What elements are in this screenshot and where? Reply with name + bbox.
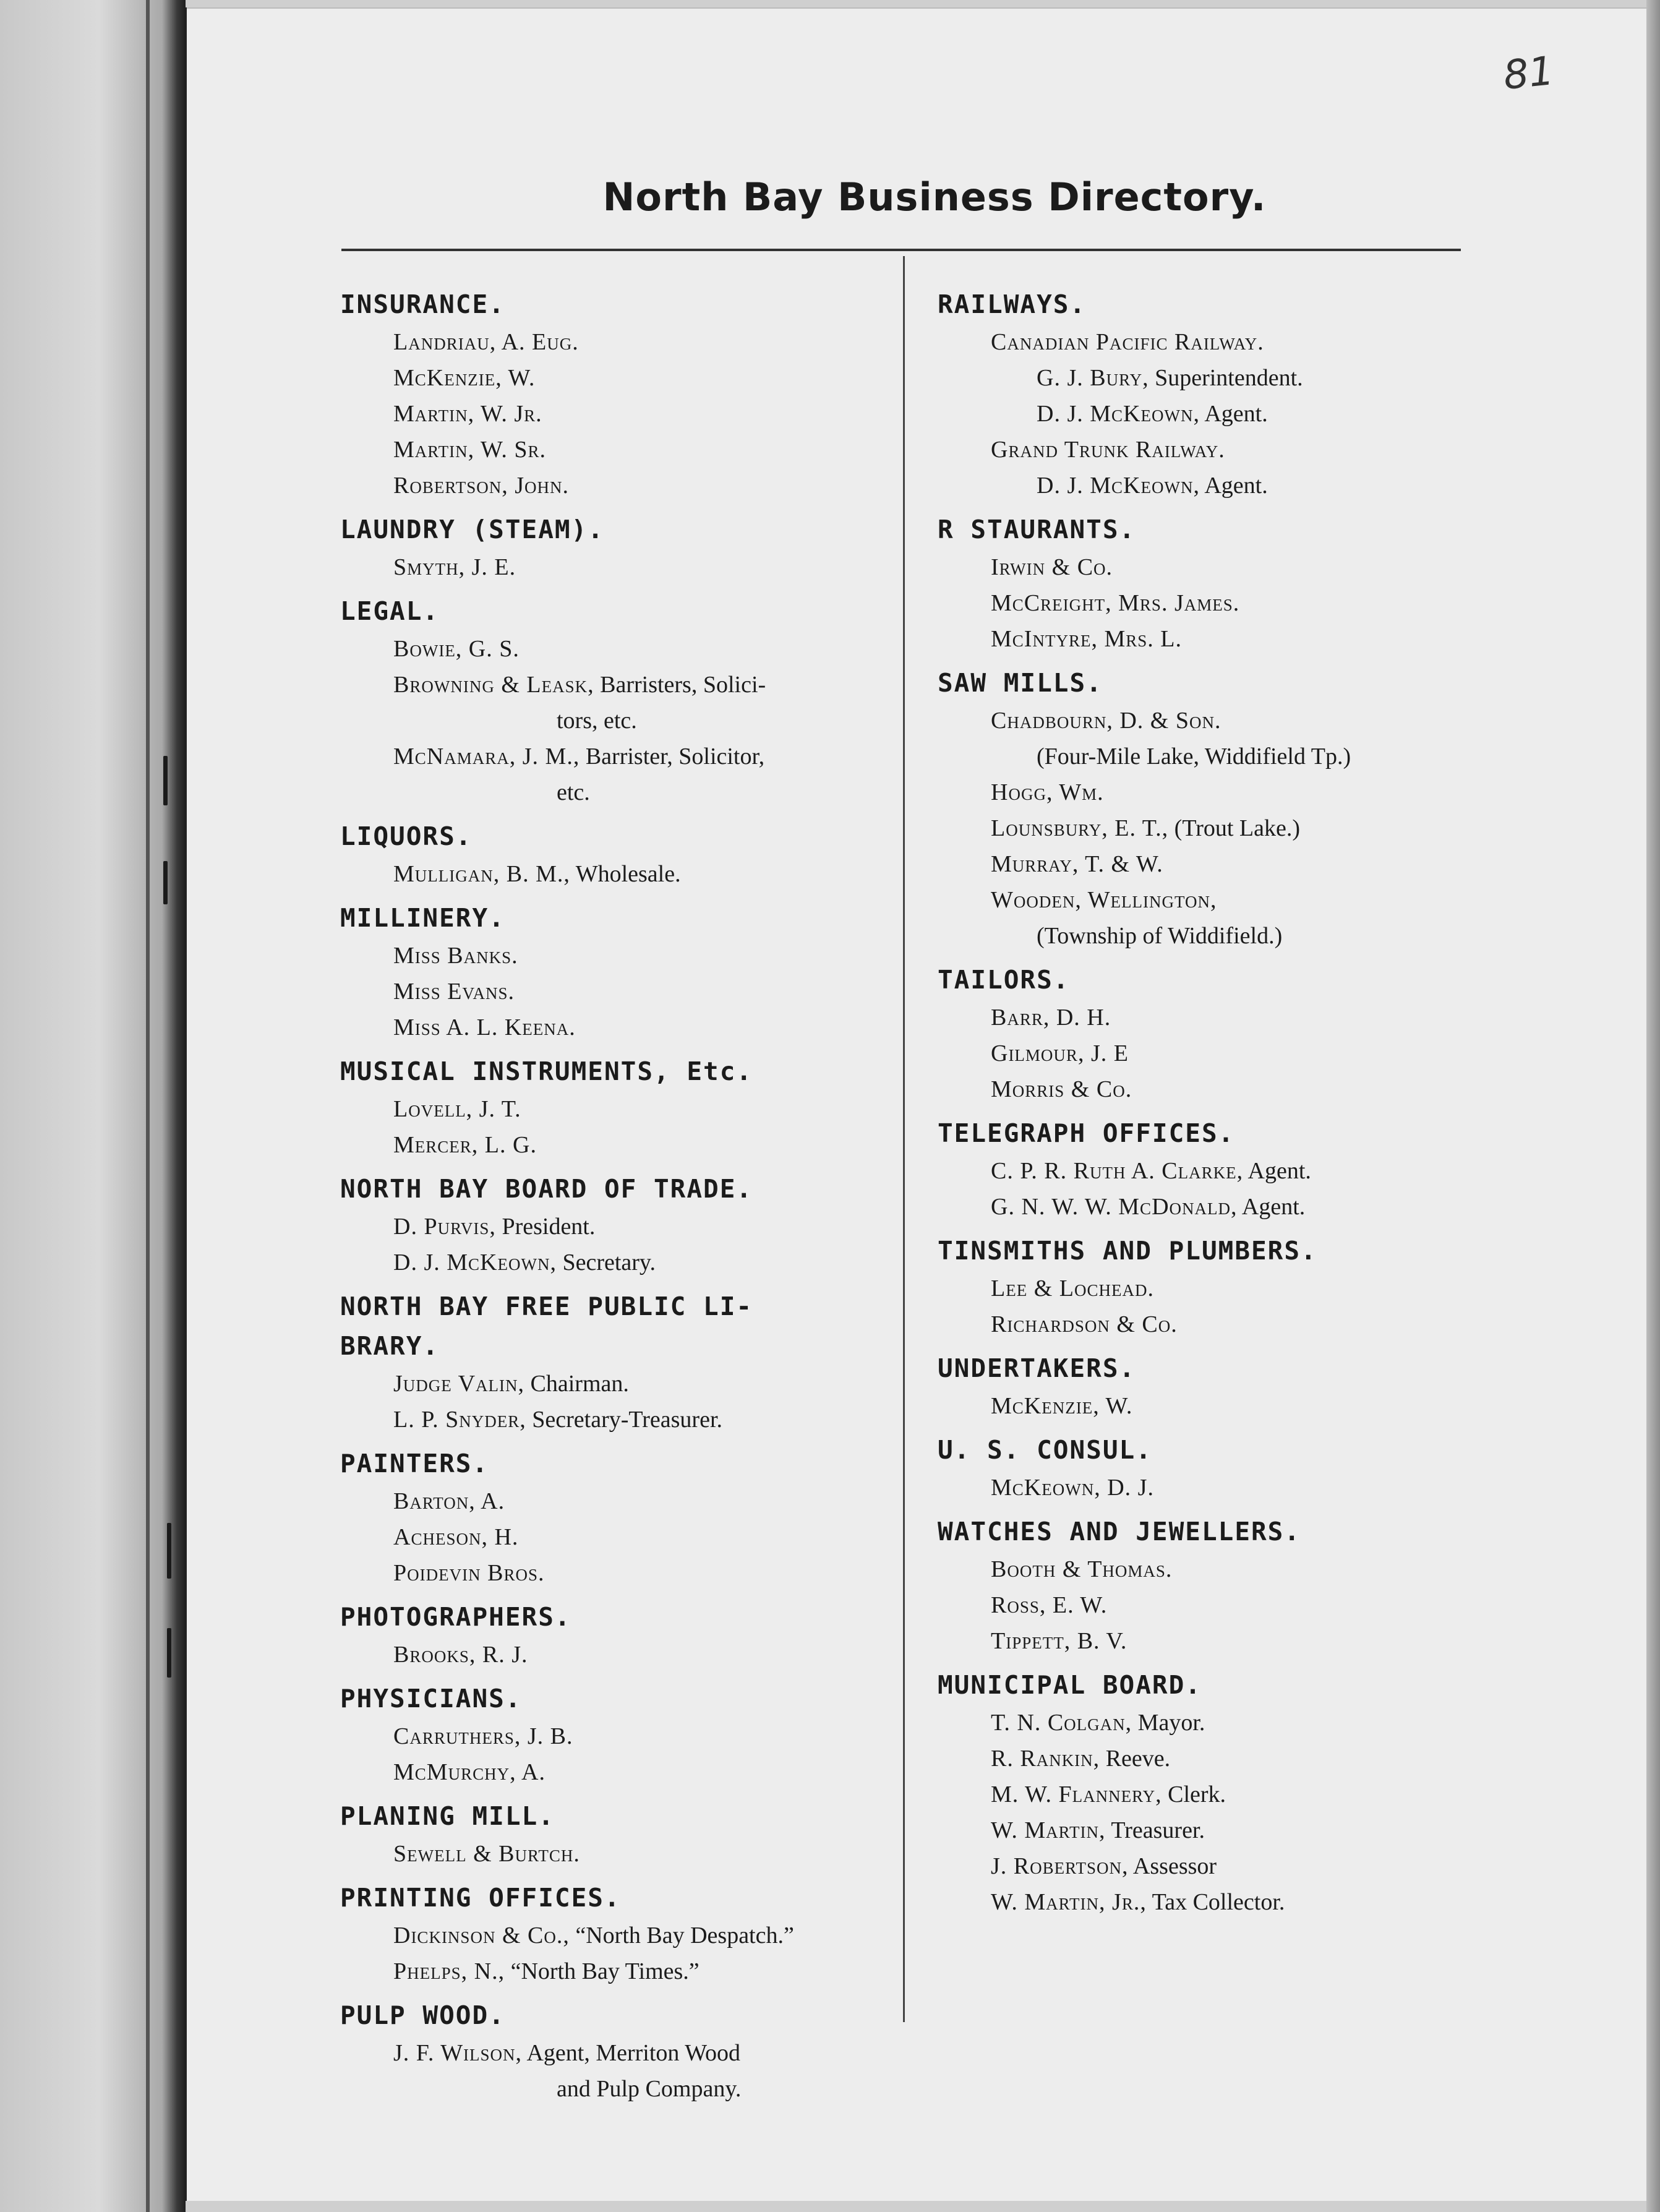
directory-section <box>340 898 884 1045</box>
section-heading: TELEGRAPH OFFICES. <box>938 1118 1235 1148</box>
section-heading: PLANING MILL. <box>340 1801 555 1831</box>
directory-entry <box>938 432 1630 468</box>
section-heading: NORTH BAY BOARD OF TRADE. <box>340 1174 753 1204</box>
entry-detail: Agent. <box>1199 473 1268 499</box>
entry-name: C. P. R. Ruth A. Clarke, <box>991 1158 1244 1184</box>
entry-name: Bowie, G. S. <box>393 636 520 662</box>
directory-section <box>938 1665 1630 1920</box>
entry-name: McKeown, D. J. <box>991 1475 1154 1501</box>
entry-name: McCreight, Mrs. James. <box>991 590 1240 616</box>
entry-name: T. N. Colgan, <box>991 1710 1132 1736</box>
directory-section <box>340 1679 884 1790</box>
directory-entry <box>340 1836 884 1872</box>
directory-entry <box>340 667 884 703</box>
entry-name: D. J. McKeown, <box>1037 473 1200 499</box>
entry-name: J. Robertson, <box>991 1853 1129 1879</box>
directory-section <box>340 1796 884 1872</box>
entry-name: Carruthers, J. B. <box>393 1723 573 1749</box>
entry-detail: Treasurer. <box>1105 1817 1205 1843</box>
entry-detail: Reeve. <box>1100 1746 1171 1772</box>
section-heading-continuation: BRARY. <box>340 1331 440 1361</box>
directory-entry <box>938 396 1630 432</box>
entry-detail: President. <box>495 1214 596 1240</box>
directory-entry <box>938 1884 1630 1920</box>
directory-entry <box>938 1306 1630 1342</box>
directory-entry <box>340 360 884 396</box>
directory-entry <box>938 1153 1630 1189</box>
entry-name: Barr, D. H. <box>991 1005 1111 1031</box>
directory-section <box>938 1512 1630 1659</box>
directory-entry <box>340 2035 884 2071</box>
book-spine <box>0 0 186 2212</box>
section-heading: WATCHES AND JEWELLERS. <box>938 1517 1301 1546</box>
entry-name: Robertson, John. <box>393 473 570 499</box>
section-heading: NORTH BAY FREE PUBLIC LI- <box>340 1292 753 1321</box>
entry-name: Dickinson & Co., <box>393 1923 570 1948</box>
directory-section <box>340 1169 884 1280</box>
section-heading: TINSMITHS AND PLUMBERS. <box>938 1236 1317 1266</box>
entry-name: Brooks, R. J. <box>393 1642 528 1668</box>
directory-entry <box>938 360 1630 396</box>
section-heading: RAILWAYS. <box>938 289 1087 319</box>
entry-continuation: and Pulp Company. <box>557 2076 742 2102</box>
section-heading: U. S. CONSUL. <box>938 1435 1152 1465</box>
entry-detail: Assessor <box>1128 1853 1217 1879</box>
directory-section <box>340 1878 884 1989</box>
entry-detail: Superintendent. <box>1149 365 1303 391</box>
directory-section <box>938 663 1630 954</box>
entry-detail: Mayor. <box>1132 1710 1205 1736</box>
directory-entry <box>340 974 884 1010</box>
entry-name: McNamara, J. M., <box>393 744 580 769</box>
directory-entry <box>340 432 884 468</box>
entry-continuation: (Township of Widdifield.) <box>1037 923 1283 949</box>
directory-section <box>938 960 1630 1107</box>
directory-section <box>340 1052 884 1163</box>
directory-entry <box>938 549 1630 585</box>
entry-name: R. Rankin, <box>991 1746 1100 1772</box>
section-heading: R STAURANTS. <box>938 515 1136 544</box>
entry-name: Lovell, J. T. <box>393 1096 521 1122</box>
directory-section <box>938 510 1630 657</box>
directory-entry <box>938 1812 1630 1848</box>
entry-detail: Tax Collector. <box>1146 1889 1285 1915</box>
entry-name: L. P. Snyder, <box>393 1407 526 1433</box>
title-rule <box>341 249 1461 251</box>
entry-name: Mercer, L. G. <box>393 1132 537 1158</box>
binding-mark <box>163 756 168 805</box>
directory-entry <box>938 846 1630 882</box>
directory-section <box>938 1430 1630 1506</box>
directory-entry <box>938 468 1630 504</box>
section-heading: PAINTERS. <box>340 1449 489 1478</box>
directory-entry <box>340 938 884 974</box>
directory-entry <box>938 1388 1630 1424</box>
entry-name: Hogg, Wm. <box>991 779 1104 805</box>
entry-name: Lounsbury, E. T., <box>991 815 1169 841</box>
directory-section <box>938 1113 1630 1225</box>
entry-name: Martin, W. Sr. <box>393 437 546 463</box>
section-heading: PRINTING OFFICES. <box>340 1883 621 1913</box>
directory-entry <box>340 1402 884 1438</box>
entry-name: G. J. Bury, <box>1037 365 1149 391</box>
entry-detail: “North Bay Despatch.” <box>569 1923 794 1948</box>
entry-detail: Secretary-Treasurer. <box>526 1407 723 1433</box>
directory-page <box>186 7 1646 2201</box>
entry-name: Morris & Co. <box>991 1076 1132 1102</box>
entry-name: Murray, T. & W. <box>991 851 1163 877</box>
entry-detail: Secretary. <box>556 1250 656 1275</box>
entry-detail: Barristers, Solici- <box>594 672 766 698</box>
directory-section <box>340 817 884 892</box>
directory-entry <box>340 1718 884 1754</box>
entry-name: McKenzie, W. <box>393 365 536 391</box>
entry-name: Acheson, H. <box>393 1524 519 1550</box>
directory-section <box>340 591 884 810</box>
entry-detail: Barrister, Solicitor, <box>580 744 765 769</box>
directory-section <box>340 1444 884 1591</box>
entry-name: Miss A. L. Keena. <box>393 1014 576 1040</box>
directory-section <box>340 1287 884 1438</box>
entry-name: D. J. McKeown, <box>393 1250 557 1275</box>
directory-entry <box>340 1953 884 1989</box>
entry-name: J. F. Wilson, <box>393 2040 523 2066</box>
directory-entry <box>340 856 884 892</box>
section-heading: LIQUORS. <box>340 821 473 851</box>
right-column <box>938 285 1630 1926</box>
directory-entry <box>340 1483 884 1519</box>
directory-section <box>938 1231 1630 1342</box>
directory-entry <box>340 468 884 504</box>
entry-name: McKenzie, W. <box>991 1393 1133 1419</box>
directory-entry <box>938 703 1630 739</box>
entry-name: McIntyre, Mrs. L. <box>991 626 1182 652</box>
section-heading: MILLINERY. <box>340 903 505 933</box>
section-heading: LEGAL. <box>340 596 440 626</box>
directory-entry <box>938 1470 1630 1506</box>
entry-name: Sewell & Burtch. <box>393 1841 580 1867</box>
entry-name: Lee & Lochead. <box>991 1275 1154 1301</box>
section-heading: PULP WOOD. <box>340 2000 505 2030</box>
page-number: 81 <box>1500 48 1556 100</box>
entry-name: Gilmour, J. E <box>991 1040 1129 1066</box>
directory-entry <box>340 1366 884 1402</box>
entry-name: Mulligan, B. M., <box>393 861 570 887</box>
entry-name: McMurchy, A. <box>393 1759 545 1785</box>
entry-name: D. Purvis, <box>393 1214 496 1240</box>
entry-name: W. Martin, Jr., <box>991 1889 1147 1915</box>
directory-entry <box>938 1587 1630 1623</box>
directory-entry <box>340 1245 884 1280</box>
entry-name: Barton, A. <box>393 1488 505 1514</box>
directory-entry <box>938 585 1630 621</box>
entry-detail: Agent. <box>1199 401 1268 427</box>
entry-name: Judge Valin, <box>393 1371 525 1397</box>
entry-name: Smyth, J. E. <box>393 554 516 580</box>
directory-entry <box>938 882 1630 918</box>
directory-section <box>938 1348 1630 1424</box>
binding-mark <box>167 1628 171 1678</box>
entry-detail: Agent. <box>1243 1158 1311 1184</box>
entry-detail: Agent. <box>1237 1194 1306 1220</box>
directory-entry <box>340 396 884 432</box>
directory-entry <box>340 1519 884 1555</box>
entry-name: Miss Evans. <box>393 979 515 1005</box>
page-edge <box>1646 0 1660 2212</box>
directory-entry <box>340 1918 884 1953</box>
entry-name: Miss Banks. <box>393 943 518 969</box>
directory-entry <box>340 1091 884 1127</box>
entry-detail: Wholesale. <box>570 861 681 887</box>
directory-section <box>340 1996 884 2107</box>
entry-name: Booth & Thomas. <box>991 1556 1173 1582</box>
entry-continuation: tors, etc. <box>557 708 637 734</box>
entry-name: Grand Trunk Railway. <box>991 437 1225 463</box>
directory-entry <box>938 1071 1630 1107</box>
entry-name: Richardson & Co. <box>991 1311 1178 1337</box>
entry-continuation: etc. <box>557 779 590 805</box>
directory-entry <box>938 1705 1630 1741</box>
binding-mark <box>167 1523 171 1579</box>
entry-detail: “North Bay Times.” <box>505 1958 700 1984</box>
entry-name: Poidevin Bros. <box>393 1560 545 1586</box>
directory-entry <box>938 1189 1630 1225</box>
section-heading: PHYSICIANS. <box>340 1684 522 1713</box>
left-column <box>340 285 884 2113</box>
entry-continuation: (Four-Mile Lake, Widdifield Tp.) <box>1037 744 1351 769</box>
entry-name: D. J. McKeown, <box>1037 401 1200 427</box>
directory-entry <box>340 1010 884 1045</box>
entry-name: Wooden, Wellington, <box>991 887 1217 913</box>
directory-section <box>340 285 884 504</box>
directory-entry <box>938 1848 1630 1884</box>
directory-section <box>938 285 1630 504</box>
section-heading: LAUNDRY (STEAM). <box>340 515 604 544</box>
entry-name: Tippett, B. V. <box>991 1628 1127 1654</box>
directory-entry <box>340 1209 884 1245</box>
directory-entry <box>938 621 1630 657</box>
directory-entry <box>340 1127 884 1163</box>
entry-detail: Chairman. <box>524 1371 629 1397</box>
entry-name: M. W. Flannery, <box>991 1781 1162 1807</box>
binding-line <box>146 0 150 2212</box>
entry-name: Irwin & Co. <box>991 554 1113 580</box>
directory-entry <box>938 1777 1630 1812</box>
section-heading: UNDERTAKERS. <box>938 1353 1136 1383</box>
entry-detail: (Trout Lake.) <box>1168 815 1301 841</box>
directory-entry <box>938 1551 1630 1587</box>
directory-section <box>340 1597 884 1673</box>
column-divider <box>903 256 905 2022</box>
directory-entry <box>938 1741 1630 1777</box>
entry-detail: Agent, Merriton Wood <box>522 2040 741 2066</box>
directory-entry <box>938 774 1630 810</box>
entry-name: Chadbourn, D. & Son. <box>991 708 1221 734</box>
directory-section <box>340 510 884 585</box>
directory-entry <box>938 324 1630 360</box>
entry-name: G. N. W. W. McDonald, <box>991 1194 1238 1220</box>
directory-entry <box>938 1623 1630 1659</box>
entry-name: Ross, E. W. <box>991 1592 1108 1618</box>
section-heading: SAW MILLS. <box>938 668 1103 698</box>
entry-name: Martin, W. Jr. <box>393 401 542 427</box>
entry-name: Canadian Pacific Railway. <box>991 329 1264 355</box>
directory-entry <box>340 324 884 360</box>
section-heading: MUNICIPAL BOARD. <box>938 1670 1202 1700</box>
entry-name: Landriau, A. Eug. <box>393 329 579 355</box>
directory-entry <box>340 1555 884 1591</box>
entry-name: Phelps, N., <box>393 1958 505 1984</box>
directory-entry <box>938 810 1630 846</box>
directory-entry <box>938 1000 1630 1035</box>
page-title: North Bay Business Directory. <box>602 174 1267 220</box>
section-heading: TAILORS. <box>938 965 1070 995</box>
directory-entry <box>340 631 884 667</box>
entry-detail: Clerk. <box>1162 1781 1226 1807</box>
binding-mark <box>163 861 168 904</box>
directory-entry <box>340 1637 884 1673</box>
directory-entry <box>938 1271 1630 1306</box>
section-heading: MUSICAL INSTRUMENTS, Etc. <box>340 1057 753 1086</box>
directory-entry <box>340 549 884 585</box>
directory-entry <box>938 1035 1630 1071</box>
directory-entry <box>340 1754 884 1790</box>
section-heading: INSURANCE. <box>340 289 505 319</box>
entry-name: Browning & Leask, <box>393 672 594 698</box>
directory-entry <box>340 739 884 774</box>
entry-name: W. Martin, <box>991 1817 1106 1843</box>
section-heading: PHOTOGRAPHERS. <box>340 1602 571 1632</box>
